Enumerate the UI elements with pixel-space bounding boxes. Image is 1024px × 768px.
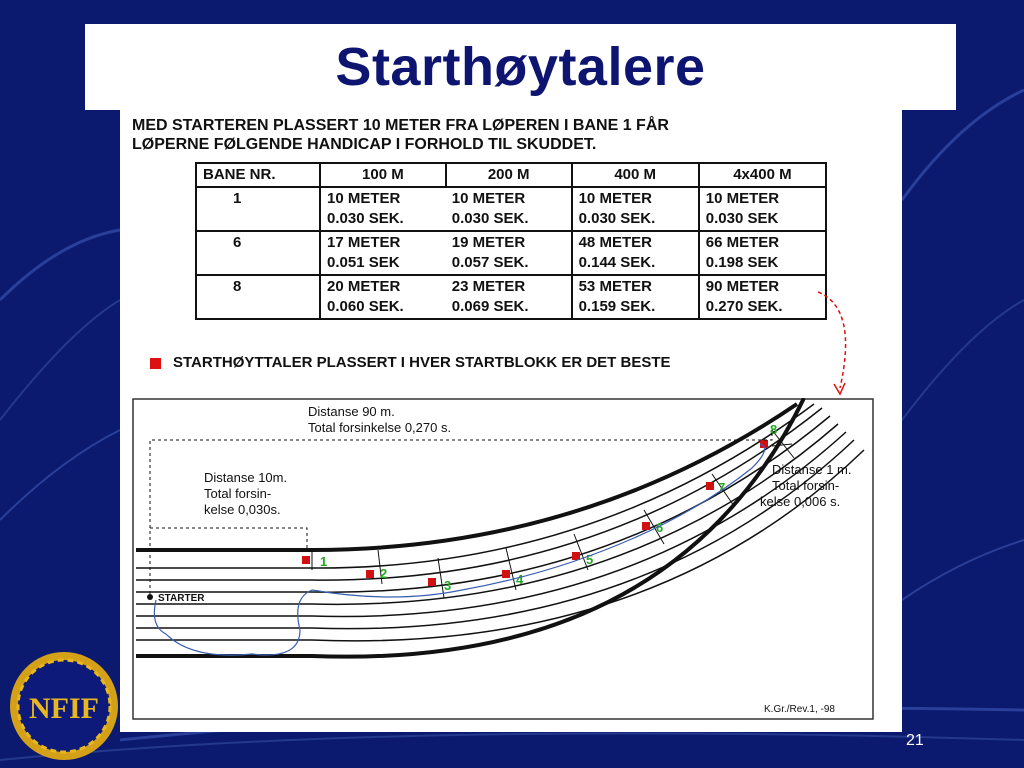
cell-distance: 10 METER <box>578 190 652 207</box>
speaker-2 <box>366 570 374 578</box>
title-box <box>85 24 956 110</box>
lane-number: 3 <box>444 578 452 593</box>
cell-delay: 0.069 SEK. <box>451 298 529 315</box>
cell-distance: 19 METER <box>451 234 526 251</box>
curved-arrow <box>810 288 860 400</box>
slide-title: Starthøytalere <box>335 37 706 97</box>
table-header-row <box>196 163 826 187</box>
header-200m: 200 M <box>446 163 572 187</box>
cell-delay: 0.030 SEK. <box>451 210 529 227</box>
lane-number: 7 <box>718 480 726 495</box>
cell <box>699 275 826 319</box>
header-100m: 100 M <box>320 163 446 187</box>
track-diagram <box>132 398 874 720</box>
cell <box>699 187 826 231</box>
cell-distance: 17 METER <box>327 234 401 251</box>
cell <box>572 187 699 231</box>
cell <box>320 187 446 231</box>
lane-number: 5 <box>586 552 594 567</box>
cell-bane: 8 <box>196 275 320 319</box>
logo-text: NFIF <box>29 692 99 725</box>
handicap-table <box>195 162 827 320</box>
content-sheet <box>120 110 902 732</box>
intro-line-1: MED STARTEREN PLASSERT 10 METER FRA LØPEREN I BANE 1 FÅR <box>132 117 669 134</box>
cell-delay: 0.198 SEK <box>705 254 779 271</box>
near-delay-label-2: kelse 0,030s. <box>204 502 281 517</box>
cell-distance: 66 METER <box>705 234 780 251</box>
starter-label: STARTER <box>158 593 205 604</box>
starter-dot <box>147 594 153 600</box>
cell-distance: 20 METER <box>327 278 401 295</box>
speaker-5 <box>572 552 580 560</box>
nfif-logo <box>8 650 120 762</box>
cell-distance: 10 METER <box>451 190 526 207</box>
cell-delay: 0.030 SEK <box>705 210 779 227</box>
cell-bane: 6 <box>196 231 320 275</box>
cell <box>446 275 572 319</box>
speaker-4 <box>502 570 510 578</box>
cell-distance: 48 METER <box>578 234 652 251</box>
intro-line-2: LØPERNE FØLGENDE HANDICAP I FORHOLD TIL SKUDDET. <box>132 136 597 153</box>
table-row <box>196 231 826 275</box>
lane-delay-label-2: kelse 0,006 s. <box>760 494 841 509</box>
far-delay-label: Total forsinkelse 0,270 s. <box>308 420 452 435</box>
lane-number: 6 <box>656 520 664 535</box>
speaker-6 <box>642 522 650 530</box>
header-bane: BANE NR. <box>196 163 320 187</box>
cell <box>572 231 699 275</box>
cell-delay: 0.030 SEK. <box>578 210 656 227</box>
speaker-square-icon <box>150 358 161 369</box>
intro-text <box>132 116 832 154</box>
note-text: STARTHØYTTALER PLASSERT I HVER STARTBLOKK ER DET BESTE <box>173 354 671 371</box>
cell <box>320 275 446 319</box>
speaker-3 <box>428 578 436 586</box>
cell-distance: 23 METER <box>451 278 526 295</box>
cell-distance: 90 METER <box>705 278 780 295</box>
near-delay-label-1: Total forsin- <box>204 486 272 501</box>
table-row <box>196 187 826 231</box>
page-number: 21 <box>906 732 924 749</box>
cell-delay: 0.144 SEK. <box>578 254 656 271</box>
cell-bane: 1 <box>196 187 320 231</box>
cell-delay: 0.159 SEK. <box>578 298 656 315</box>
near-distance-label: Distanse 10m. <box>204 470 288 485</box>
lane-number: 4 <box>516 572 524 587</box>
lane-distance-label: Distanse 1 m. <box>772 462 852 477</box>
cell <box>446 231 572 275</box>
lane-number: 8 <box>770 422 778 437</box>
credit: K.Gr./Rev.1, -98 <box>764 704 835 715</box>
header-4x400m: 4x400 M <box>699 163 826 187</box>
lane-number: 2 <box>380 566 388 581</box>
table-row <box>196 275 826 319</box>
speaker-1 <box>302 556 310 564</box>
cell <box>572 275 699 319</box>
cell-delay: 0.051 SEK <box>327 254 400 271</box>
cell <box>320 231 446 275</box>
cell-distance: 10 METER <box>705 190 780 207</box>
cell-delay: 0.060 SEK. <box>327 298 404 315</box>
cell <box>699 231 826 275</box>
far-distance-label: Distanse 90 m. <box>308 404 395 419</box>
cell-distance: 10 METER <box>327 190 401 207</box>
header-400m: 400 M <box>572 163 699 187</box>
speaker-note <box>150 354 671 371</box>
cell-delay: 0.057 SEK. <box>451 254 529 271</box>
speaker-7 <box>706 482 714 490</box>
cell-delay: 0.030 SEK. <box>327 210 404 227</box>
cell-delay: 0.270 SEK. <box>705 298 783 315</box>
cell-distance: 53 METER <box>578 278 652 295</box>
lane-number: 1 <box>320 554 328 569</box>
cell <box>446 187 572 231</box>
lane-delay-label-1: Total forsin- <box>772 478 840 493</box>
